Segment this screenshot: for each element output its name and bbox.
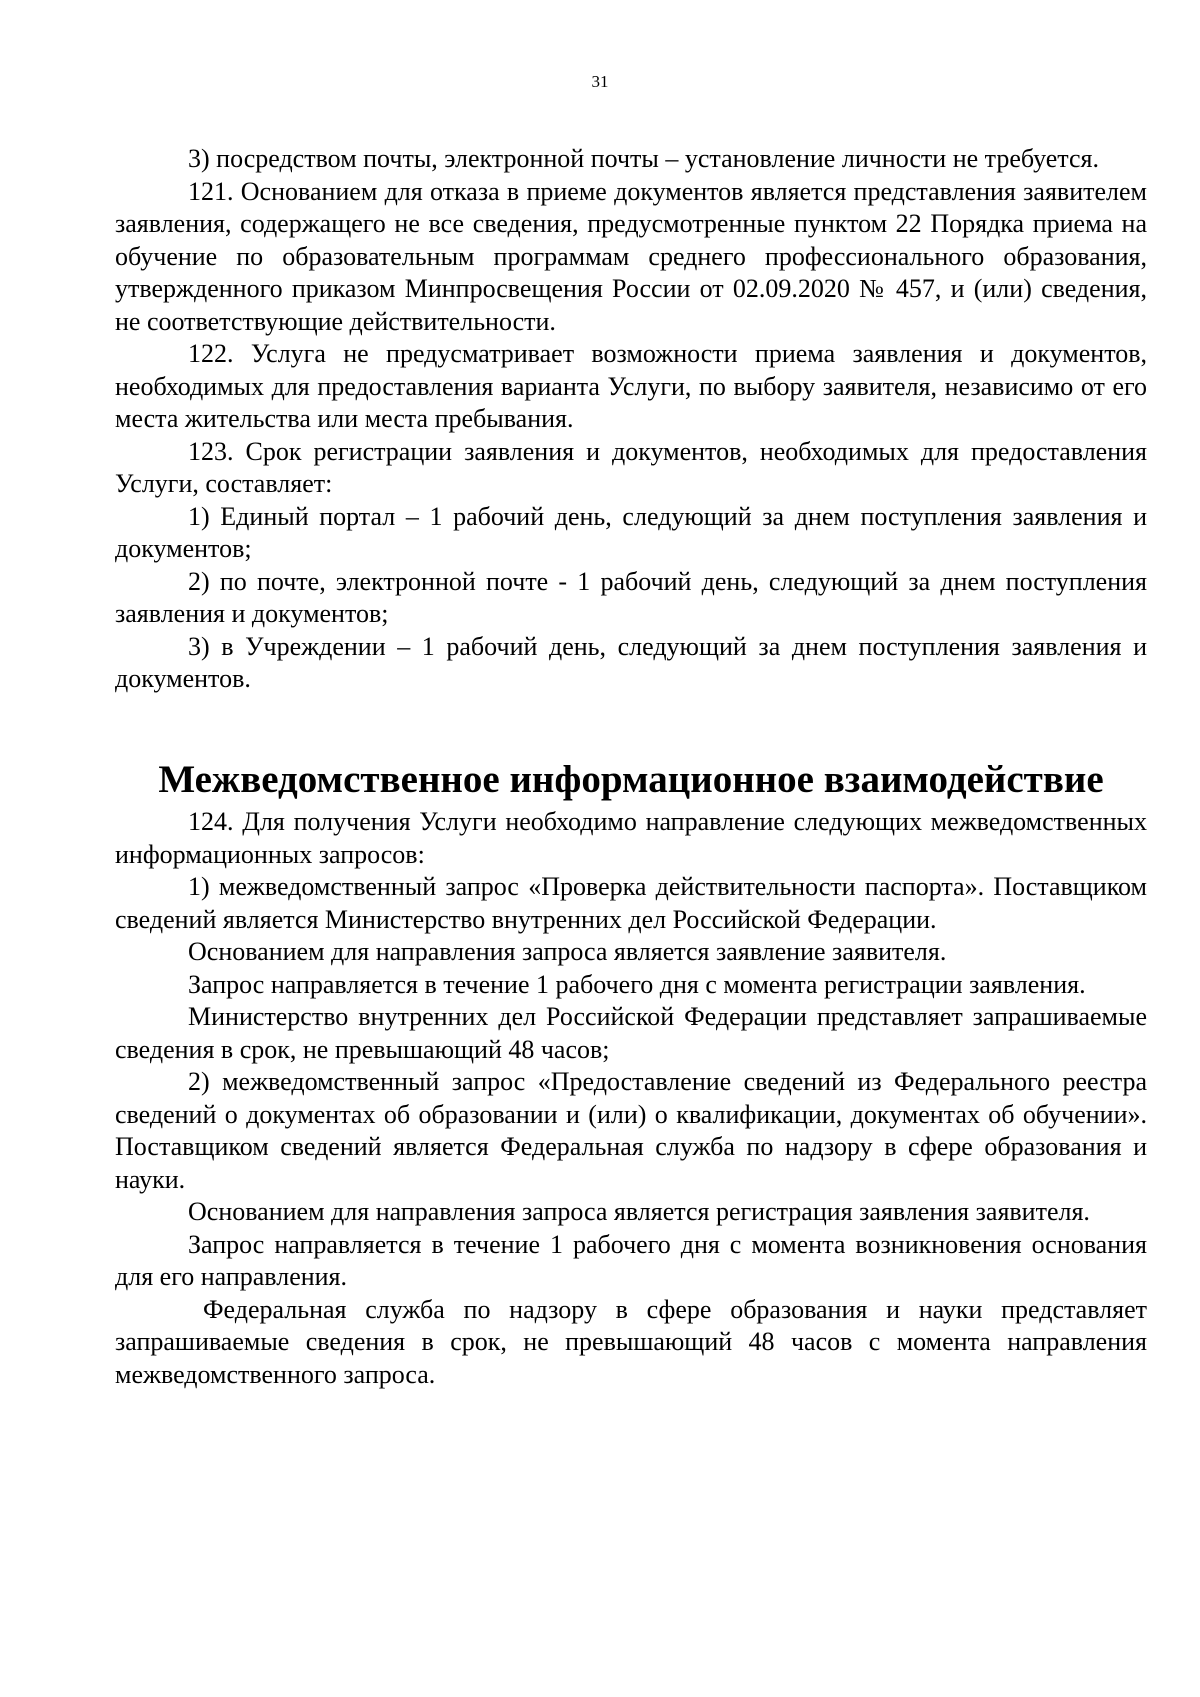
paragraph-124: 124. Для получения Услуги необходимо направление следующих межведомственных информационных запросов: xyxy=(115,807,1147,869)
paragraph-123-item-2: 2) по почте, электронной почте - 1 рабочий день, следующий за днем поступления заявления и документов; xyxy=(115,566,1147,628)
page-number: 31 xyxy=(591,72,609,91)
paragraph-identity-by-mail: 3) посредством почты, электронной почты – установление личности не требуется. xyxy=(188,144,1099,173)
document-body xyxy=(115,143,1147,1391)
section-heading: Межведомственное информационное взаимодействие xyxy=(158,757,1104,801)
paragraph-122: 122. Услуга не предусматривает возможности приема заявления и документов, необходимых для предоставления варианта Услуги, по выбору заявителя, независимо от его места жительства или места пребывания. xyxy=(115,339,1147,433)
paragraph-request-basis-2: Основанием для направления запроса является регистрация заявления заявителя. xyxy=(188,1197,1090,1226)
paragraph-request-timing-1: Запрос направляется в течение 1 рабочего дня с момента регистрации заявления. xyxy=(188,969,1086,999)
paragraph-request-basis-1: Основанием для направления запроса является заявление заявителя. xyxy=(188,937,947,966)
paragraph-124-item-1: 1) межведомственный запрос «Проверка действительности паспорта». Поставщиком сведений является Министерство внутренних дел Российской Федерации. xyxy=(115,872,1147,934)
paragraph-123-item-1: 1) Единый портал – 1 рабочий день, следующий за днем поступления заявления и документов; xyxy=(115,501,1147,563)
paragraph-124-item-2: 2) межведомственный запрос «Предоставление сведений из Федерального реестра сведений о документах об образовании и (или) о квалификации, документах об обучении». Поставщиком сведений является Федеральная служба по надзору в сфере образования и науки. xyxy=(115,1067,1147,1194)
paragraph-123-item-3: 3) в Учреждении – 1 рабочий день, следующий за днем поступления заявления и документов. xyxy=(115,631,1147,693)
paragraph-request-timing-2: Запрос направляется в течение 1 рабочего дня с момента возникновения основания для его направления. xyxy=(115,1229,1147,1291)
paragraph-123: 123. Срок регистрации заявления и документов, необходимых для предоставления Услуги, составляет: xyxy=(115,436,1147,498)
paragraph-response-time-1: Министерство внутренних дел Российской Федерации представляет запрашиваемые сведения в срок, не превышающий 48 часов; xyxy=(115,1002,1147,1064)
paragraph-response-time-2: Федеральная служба по надзору в сфере образования и науки представляет запрашиваемые сведения в срок, не превышающий 48 часов с момента направления межведомственного запроса. xyxy=(115,1294,1147,1389)
paragraph-121: 121. Основанием для отказа в приеме документов является представления заявителем заявления, содержащего не все сведения, предусмотренные пунктом 22 Порядка приема на обучение по образовательным программам среднего профессионального образования, утвержденного приказом Минпросвещения России от 02.09.2020 № 457, и (или) сведения, не соответствующие действительности. xyxy=(115,176,1147,336)
